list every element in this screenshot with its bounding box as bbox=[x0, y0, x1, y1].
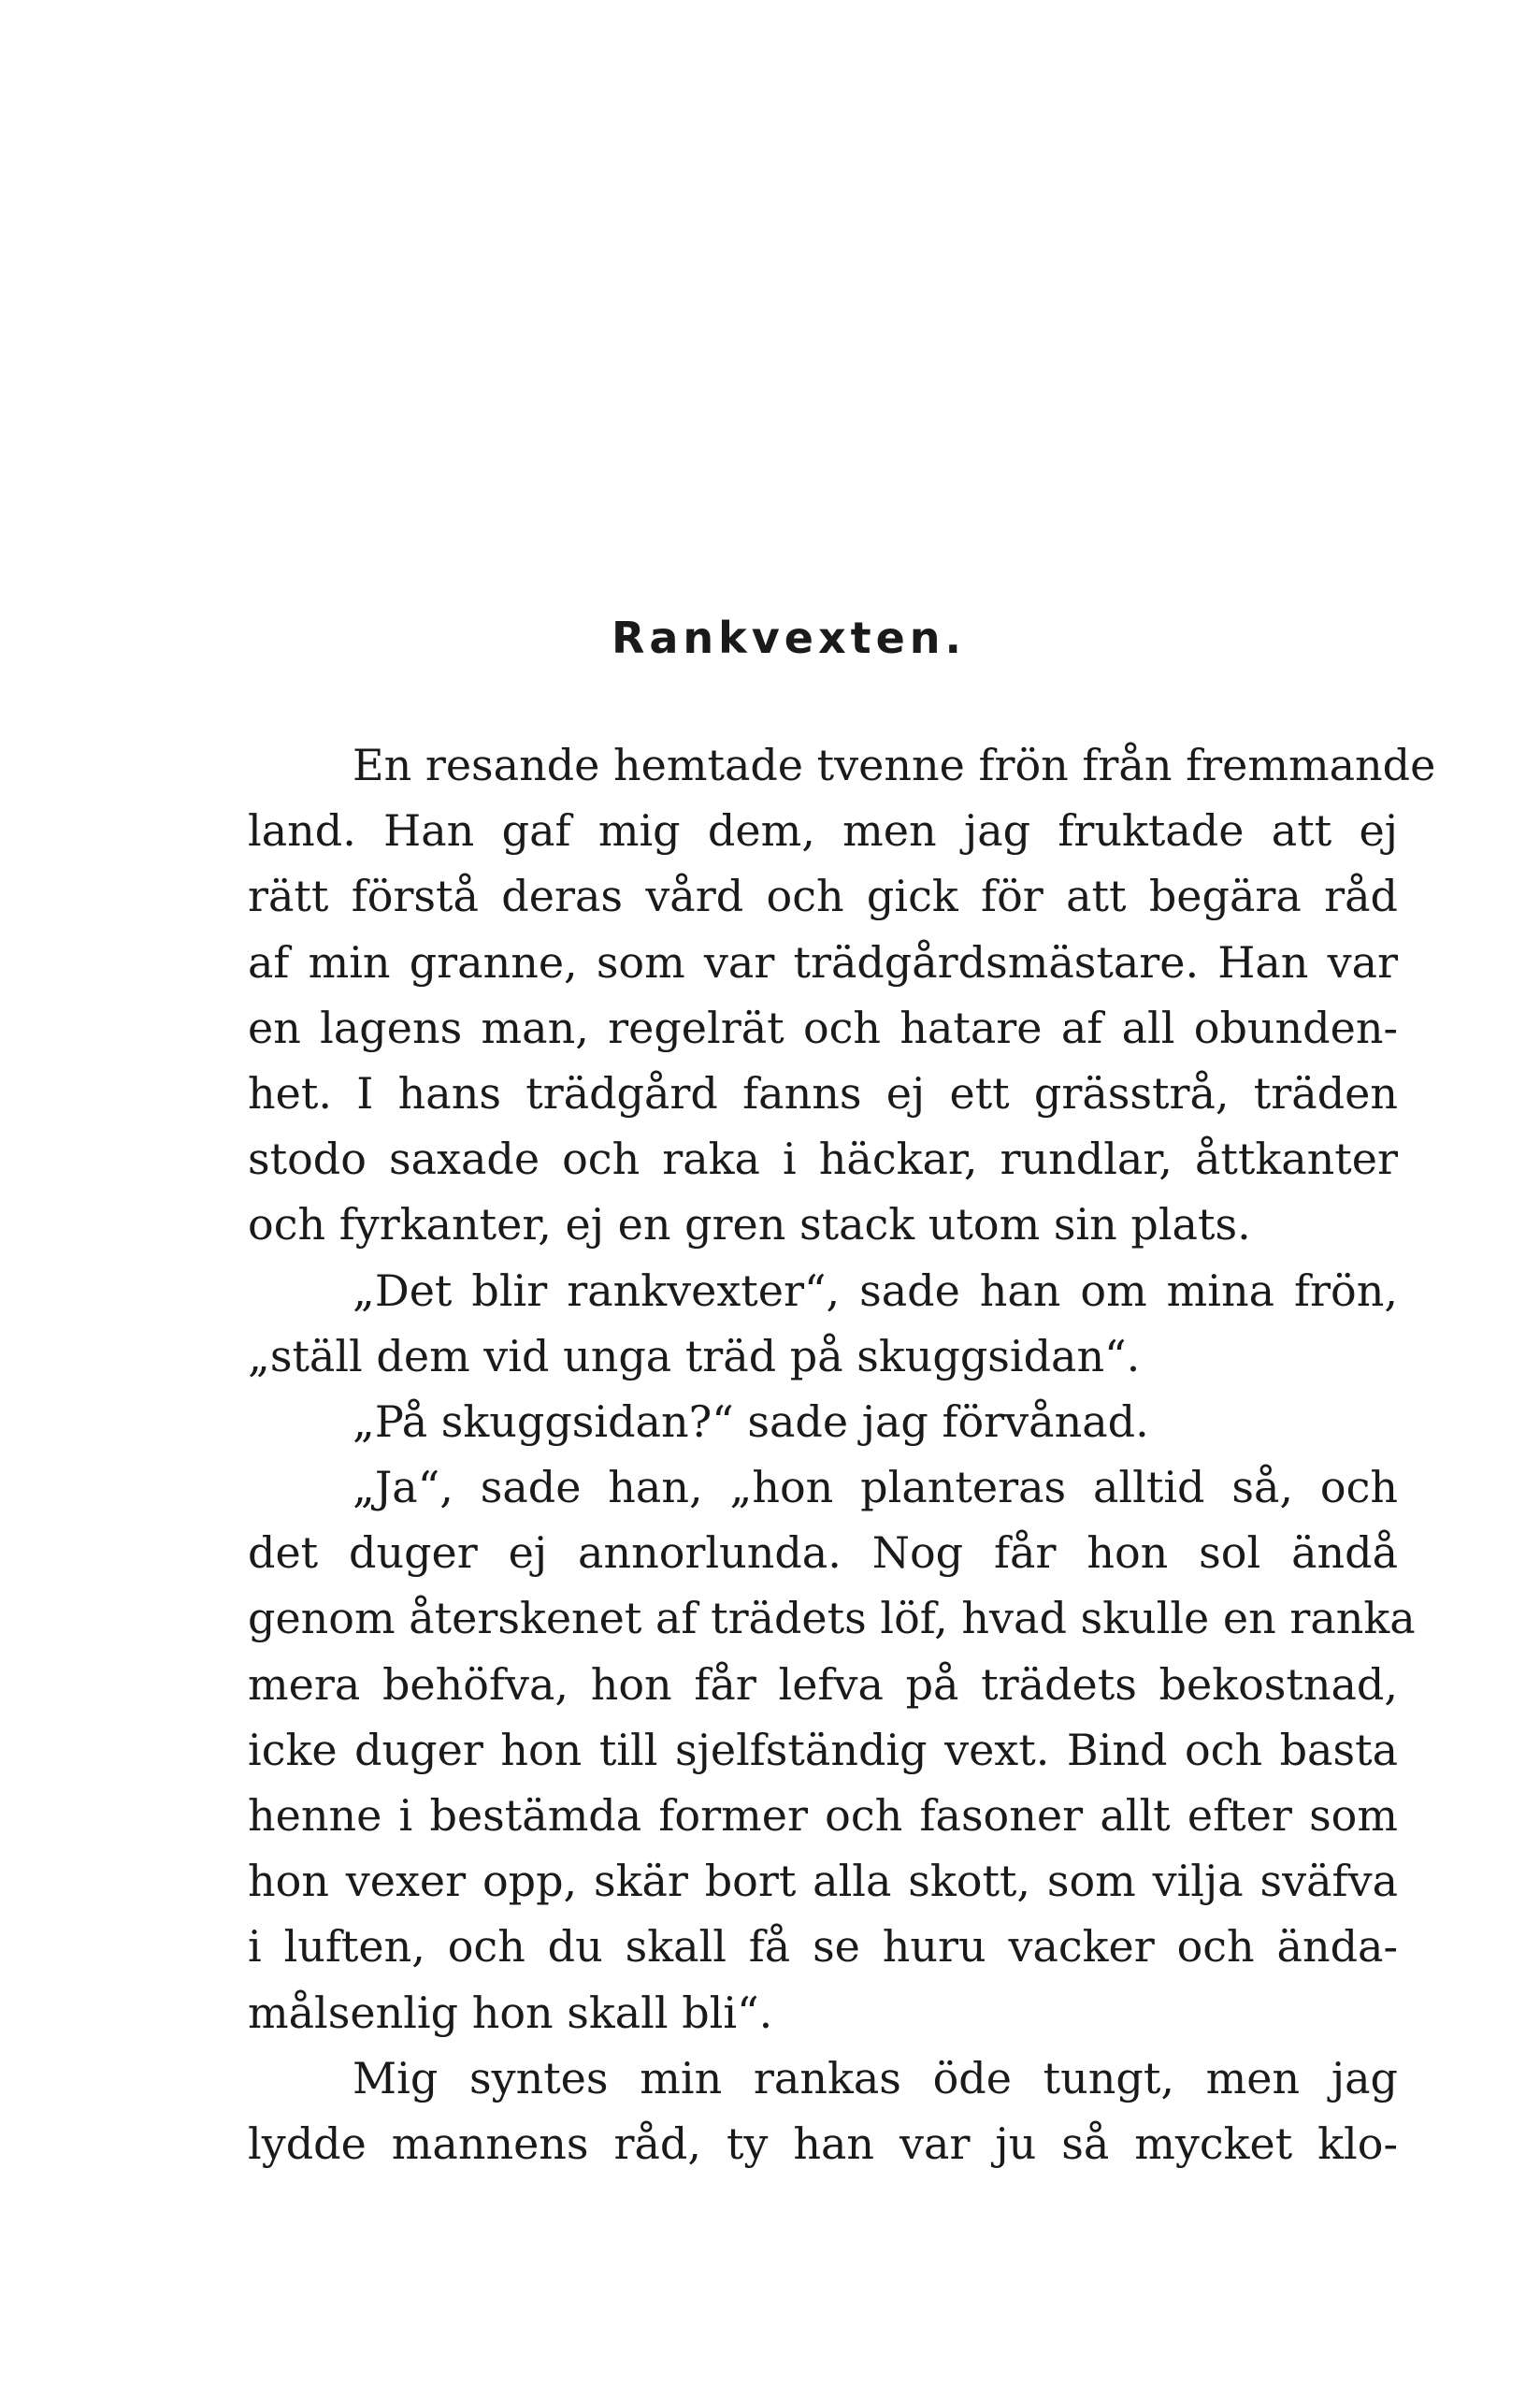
text-line: het. I hans trädgård fanns ej ett grässtrå, träden bbox=[248, 1067, 1398, 1119]
text-line: „Det blir rankvexter“, sade han om mina frön, bbox=[353, 1265, 1398, 1316]
text-line: målsenlig hon skall bli“. bbox=[248, 1987, 773, 2038]
text-line: af min granne, som var trädgårdsmästare. Han var bbox=[248, 936, 1398, 988]
text-line: lydde mannens råd, ty han var ju så mycket klo- bbox=[248, 2118, 1398, 2169]
text-line: rätt förstå deras vård och gick för att begära råd bbox=[248, 871, 1398, 922]
text-line: stodo saxade och raka i häckar, rundlar, åttkanter bbox=[248, 1134, 1398, 1185]
text-line: „ställ dem vid unga träd på skuggsidan“. bbox=[248, 1330, 1141, 1381]
text-line: En resande hemtade tvenne frön från fremmande bbox=[353, 740, 1436, 790]
chapter-title: Rankvexten. bbox=[611, 613, 967, 663]
text-line: land. Han gaf mig dem, men jag fruktade att ej bbox=[248, 805, 1398, 857]
text-line: i luften, och du skall få se huru vacker och ända- bbox=[248, 1921, 1398, 1973]
text-line: „Ja“, sade han, „hon planteras alltid så, och bbox=[353, 1462, 1398, 1513]
text-line: „På skuggsidan?“ sade jag förvånad. bbox=[353, 1395, 1149, 1447]
text-line: det duger ej annorlunda. Nog får hon sol ändå bbox=[248, 1527, 1398, 1579]
text-line: genom återskenet af trädets löf, hvad skulle en ranka bbox=[248, 1593, 1416, 1644]
text-line: Mig syntes min rankas öde tungt, men jag bbox=[353, 2052, 1398, 2103]
text-line: mera behöfva, hon får lefva på trädets bekostnad, bbox=[248, 1658, 1398, 1710]
body-text bbox=[248, 732, 1436, 2176]
text-line: henne i bestämda former och fasoner allt efter som bbox=[248, 1790, 1398, 1841]
text-line: icke duger hon till sjelfständig vext. Bind och basta bbox=[248, 1724, 1398, 1775]
text-line: en lagens man, regelrät och hatare af all obunden- bbox=[248, 1002, 1398, 1053]
text-line: hon vexer opp, skär bort alla skott, som vilja sväfva bbox=[248, 1856, 1398, 1907]
text-line: och fyrkanter, ej en gren stack utom sin plats. bbox=[248, 1199, 1251, 1250]
